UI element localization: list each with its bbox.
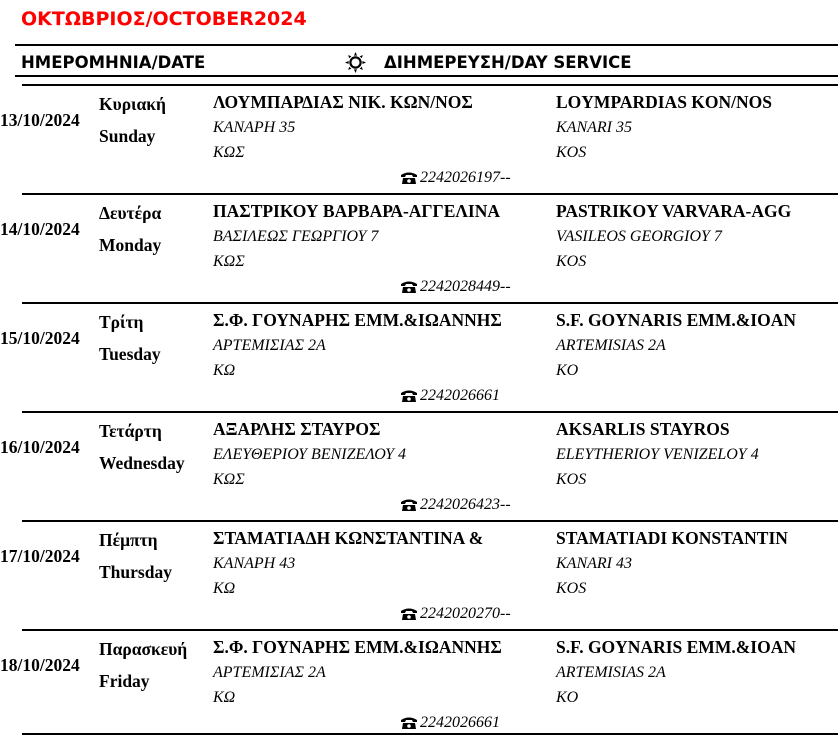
pharmacy-address-greek: ΑΡΤΕΜΙΣΙΑΣ 2Α bbox=[213, 664, 326, 681]
pharmacy-name-greek: ΛΟΥΜΠΑΡΔΙΑΣ ΝΙΚ. ΚΩΝ/ΝΟΣ bbox=[213, 92, 473, 112]
entry-date: 16/10/2024 bbox=[0, 437, 80, 457]
header-date-label: ΗΜΕΡΟΜΗΝΙΑ/DATE bbox=[21, 53, 206, 72]
phone-icon bbox=[400, 607, 418, 621]
schedule-entry bbox=[0, 193, 838, 301]
pharmacy-address-greek: ΑΡΤΕΜΙΣΙΑΣ 2Α bbox=[213, 337, 326, 354]
entry-day-greek: Κυριακή bbox=[99, 94, 166, 114]
schedule-entry bbox=[0, 629, 838, 737]
entry-day-greek: Τετάρτη bbox=[99, 421, 162, 441]
entry-day-english: Tuesday bbox=[99, 344, 161, 364]
phone-icon bbox=[400, 171, 418, 185]
pharmacy-city-english: KOS bbox=[556, 253, 587, 270]
pharmacy-name-english: STAMATIADI KONSTANTIN bbox=[556, 528, 788, 548]
phone-number: 2242026423-- bbox=[420, 496, 511, 513]
pharmacy-city-greek: ΚΩΣ bbox=[213, 253, 245, 270]
entry-day-english: Wednesday bbox=[99, 453, 185, 473]
entry-day-greek: Δευτέρα bbox=[99, 203, 162, 223]
schedule-entry bbox=[0, 84, 838, 192]
pharmacy-name-greek: Σ.Φ. ΓΟΥΝΑΡΗΣ ΕΜΜ.&ΙΩΑΝΝΗΣ bbox=[213, 637, 502, 657]
entry-date: 14/10/2024 bbox=[0, 219, 80, 239]
pharmacy-name-english: S.F. GOYNARIS EMM.&IOAN bbox=[556, 310, 796, 330]
header-top-rule bbox=[15, 44, 838, 46]
schedule-entry bbox=[0, 411, 838, 519]
phone-number: 2242026661 bbox=[420, 387, 500, 404]
phone-icon bbox=[400, 280, 418, 294]
phone-icon bbox=[400, 389, 418, 403]
pharmacy-phone bbox=[400, 387, 500, 405]
pharmacy-name-greek: ΠΑΣΤΡΙΚΟΥ ΒΑΡΒΑΡΑ-ΑΓΓΕΛΙΝΑ bbox=[213, 201, 500, 221]
page-title: ΟΚΤΩΒΡΙΟΣ/OCTOBER2024 bbox=[21, 8, 307, 30]
pharmacy-name-greek: ΑΞΑΡΛΗΣ ΣΤΑΥΡΟΣ bbox=[213, 419, 381, 439]
pharmacy-phone bbox=[400, 714, 500, 732]
entry-separator bbox=[22, 520, 838, 522]
entry-day-english: Friday bbox=[99, 671, 150, 691]
phone-number: 2242026197-- bbox=[420, 169, 511, 186]
pharmacy-phone bbox=[400, 496, 511, 514]
pharmacy-phone bbox=[400, 605, 511, 623]
schedule-entry bbox=[0, 520, 838, 628]
entry-day-english: Monday bbox=[99, 235, 162, 255]
pharmacy-city-english: KOS bbox=[556, 471, 587, 488]
pharmacy-address-english: ARTEMISIAS 2A bbox=[556, 337, 666, 354]
pharmacy-city-english: KOS bbox=[556, 144, 587, 161]
entry-date: 18/10/2024 bbox=[0, 655, 80, 675]
entry-day-english: Sunday bbox=[99, 126, 156, 146]
phone-number: 2242026661 bbox=[420, 714, 500, 731]
entry-separator bbox=[22, 84, 838, 86]
pharmacy-city-greek: ΚΩ bbox=[213, 689, 236, 706]
pharmacy-name-greek: ΣΤΑΜΑΤΙΑΔΗ ΚΩΝΣΤΑΝΤΙΝΑ & bbox=[213, 528, 484, 548]
entry-separator bbox=[22, 193, 838, 195]
phone-icon bbox=[400, 716, 418, 730]
pharmacy-city-greek: ΚΩΣ bbox=[213, 471, 245, 488]
pharmacy-city-greek: ΚΩ bbox=[213, 362, 236, 379]
entry-day-english: Thursday bbox=[99, 562, 172, 582]
entry-separator bbox=[22, 411, 838, 413]
pharmacy-address-english: ELEYTHERIOY VENIZELOY 4 bbox=[556, 446, 759, 463]
entry-day-greek: Τρίτη bbox=[99, 312, 144, 332]
header-bottom-rule bbox=[15, 75, 838, 77]
entry-date: 13/10/2024 bbox=[0, 110, 80, 130]
entry-day-greek: Παρασκευή bbox=[99, 639, 188, 659]
phone-icon bbox=[400, 498, 418, 512]
pharmacy-address-greek: ΕΛΕΥΘΕΡΙΟΥ ΒΕΝΙΖΕΛΟΥ 4 bbox=[213, 446, 407, 463]
pharmacy-city-english: KO bbox=[556, 362, 579, 379]
pharmacy-city-english: KO bbox=[556, 689, 579, 706]
pharmacy-name-english: LOYMPARDIAS KON/NOS bbox=[556, 92, 773, 112]
pharmacy-phone bbox=[400, 278, 511, 296]
pharmacy-address-english: KANARI 43 bbox=[556, 555, 632, 572]
entry-day-greek: Πέμπτη bbox=[99, 530, 158, 550]
entry-date: 15/10/2024 bbox=[0, 328, 80, 348]
pharmacy-city-greek: ΚΩΣ bbox=[213, 144, 245, 161]
pharmacy-address-greek: ΚΑΝΑΡΗ 43 bbox=[213, 555, 296, 572]
pharmacy-name-greek: Σ.Φ. ΓΟΥΝΑΡΗΣ ΕΜΜ.&ΙΩΑΝΝΗΣ bbox=[213, 310, 502, 330]
entry-date: 17/10/2024 bbox=[0, 546, 80, 566]
sun-icon bbox=[345, 52, 366, 73]
pharmacy-city-greek: ΚΩ bbox=[213, 580, 236, 597]
pharmacy-address-english: ARTEMISIAS 2A bbox=[556, 664, 666, 681]
pharmacy-address-english: KANARI 35 bbox=[556, 119, 632, 136]
schedule-entry bbox=[0, 302, 838, 410]
pharmacy-phone bbox=[400, 169, 511, 187]
entry-separator bbox=[22, 629, 838, 631]
pharmacy-name-english: AKSARLIS STAYROS bbox=[556, 419, 730, 439]
phone-number: 2242028449-- bbox=[420, 278, 511, 295]
pharmacy-address-english: VASILEOS GEORGIOY 7 bbox=[556, 228, 722, 245]
phone-number: 2242020270-- bbox=[420, 605, 511, 622]
pharmacy-name-english: PASTRIKOY VARVARA-AGG bbox=[556, 201, 792, 221]
entry-separator bbox=[22, 302, 838, 304]
pharmacy-address-greek: ΚΑΝΑΡΗ 35 bbox=[213, 119, 296, 136]
pharmacy-name-english: S.F. GOYNARIS EMM.&IOAN bbox=[556, 637, 796, 657]
pharmacy-address-greek: ΒΑΣΙΛΕΩΣ ΓΕΩΡΓΙΟΥ 7 bbox=[213, 228, 379, 245]
pharmacy-city-english: KOS bbox=[556, 580, 587, 597]
bottom-rule bbox=[22, 733, 838, 735]
header-service-label: ΔΙΗΜΕΡΕΥΣΗ/DAY SERVICE bbox=[384, 53, 632, 72]
